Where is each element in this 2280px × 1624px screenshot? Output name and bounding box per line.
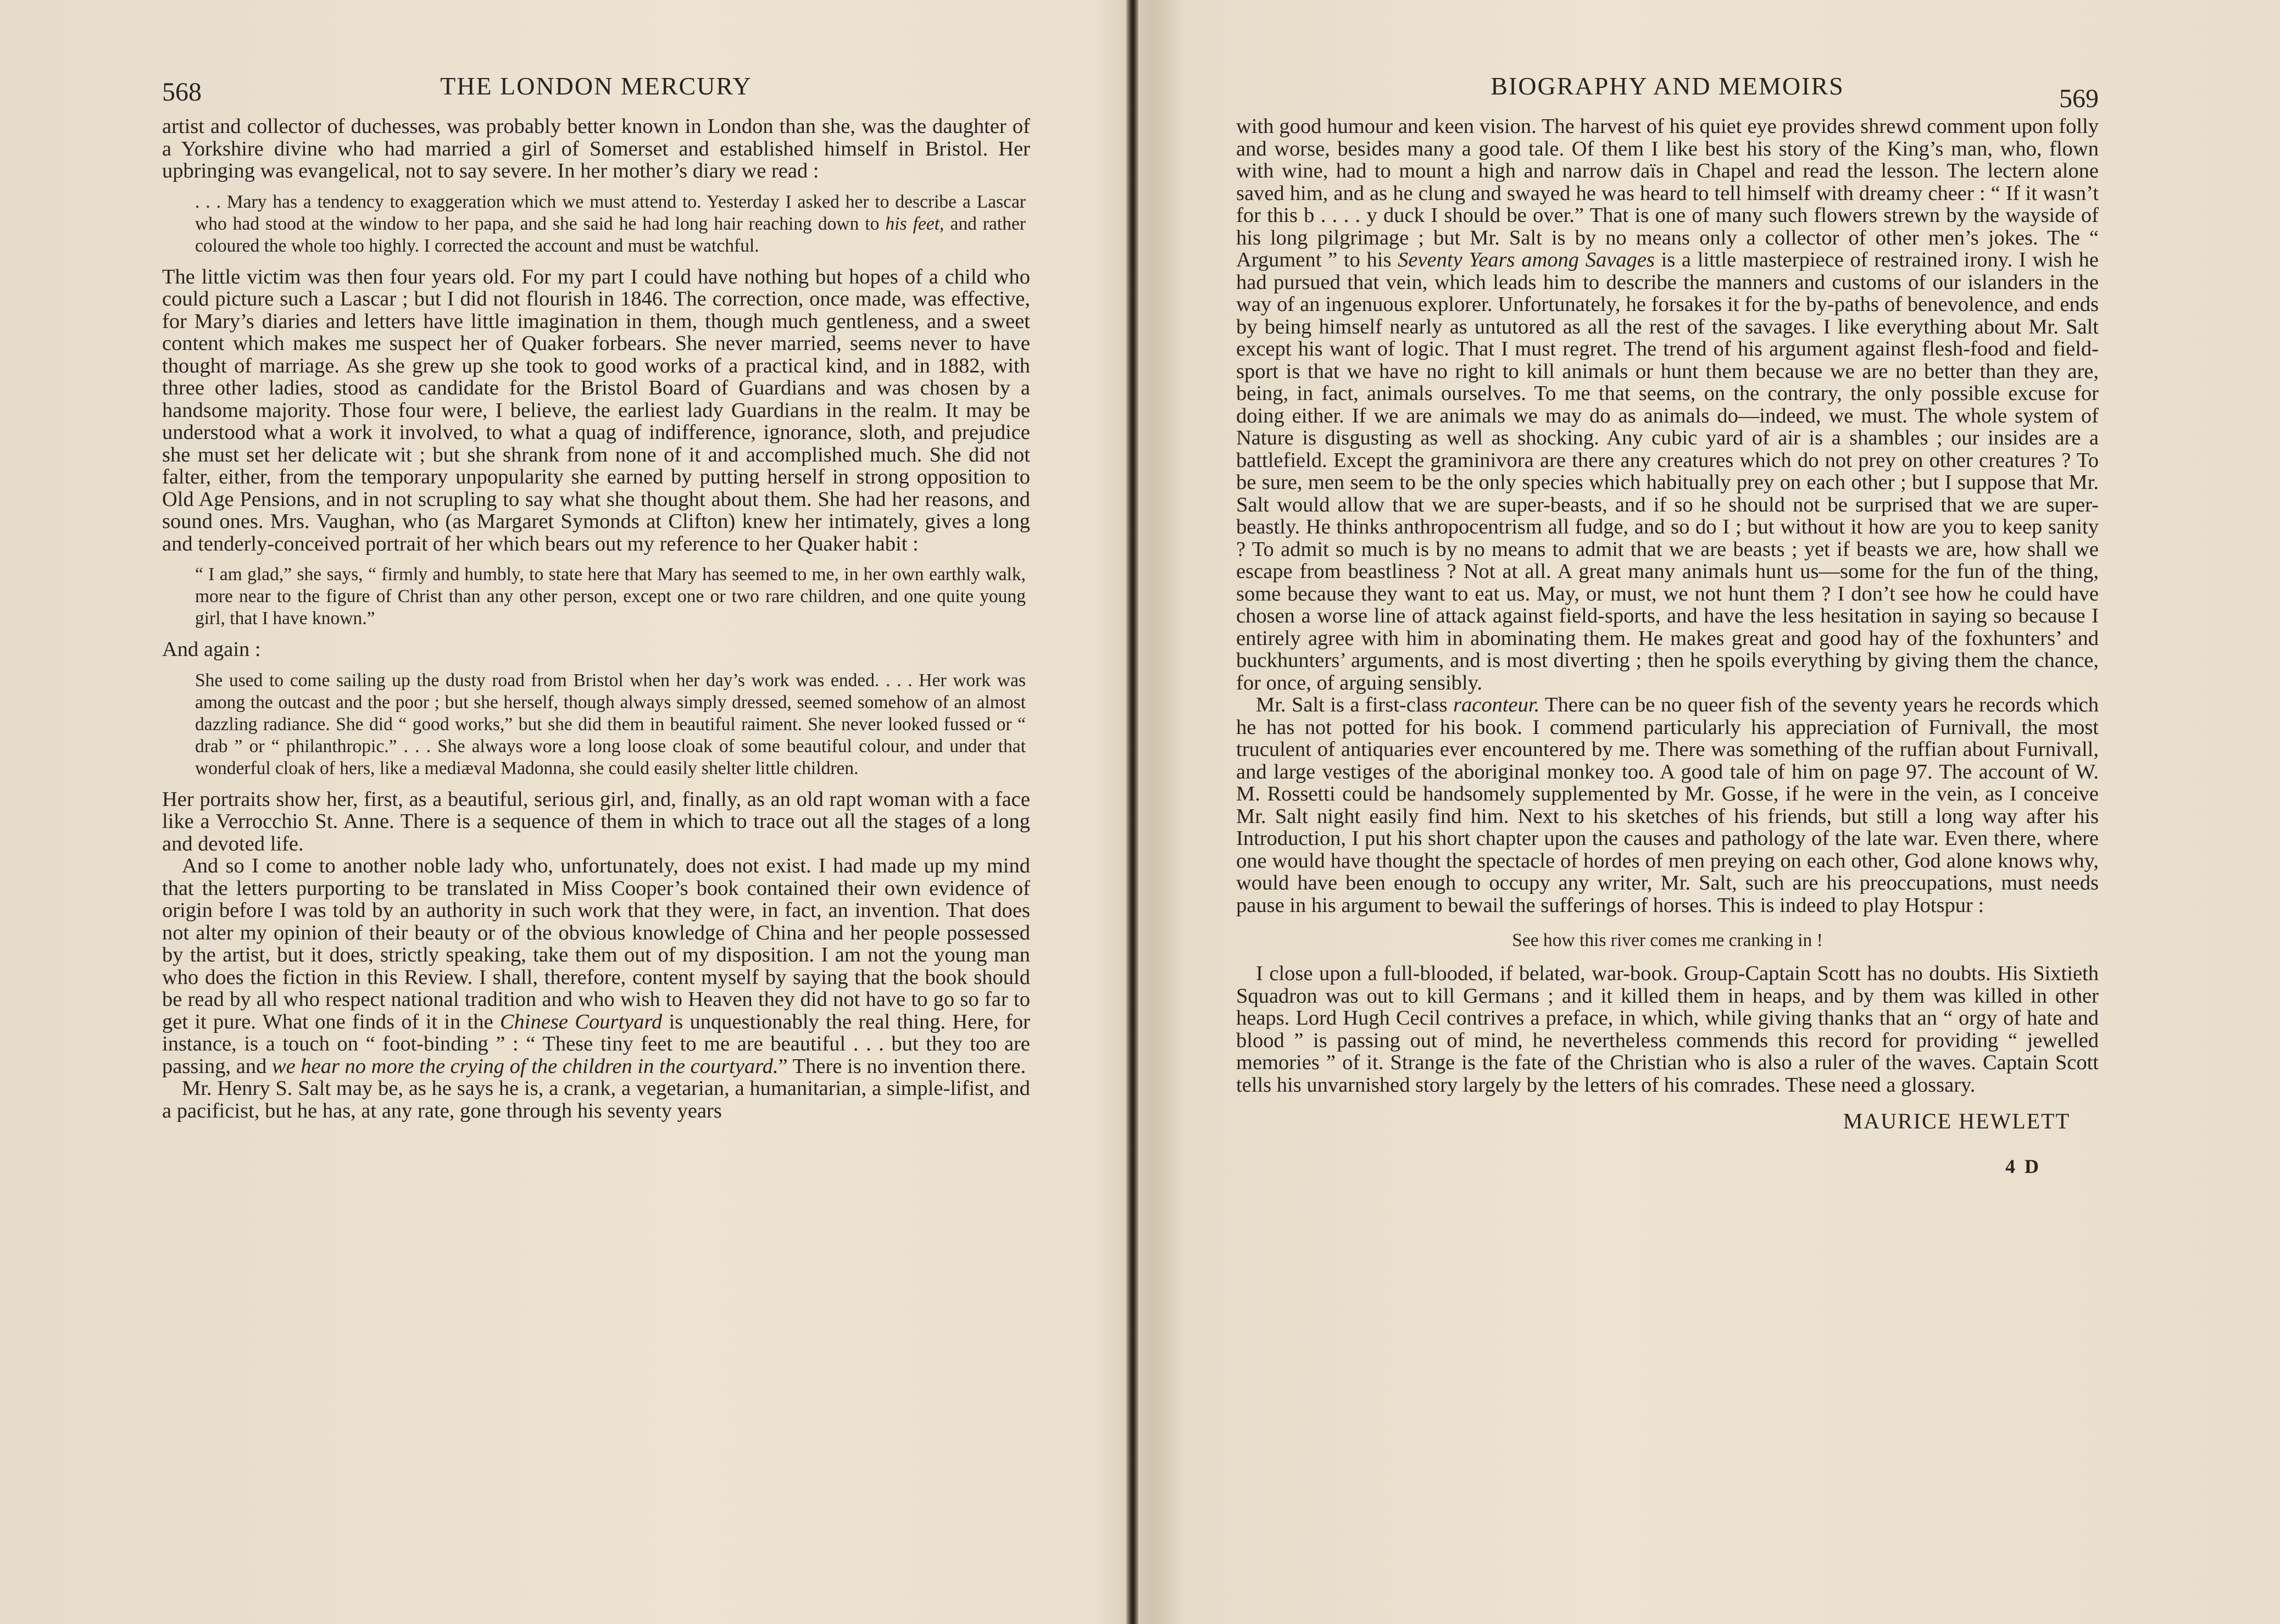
book-title-italic: Chinese Courtyard	[499, 1010, 663, 1033]
quote-italic: his feet,	[885, 213, 944, 234]
quote-italic: we hear no more the crying of the children in the courtyard.	[271, 1054, 778, 1078]
paragraph: The little victim was then four years old. For my part I could have nothing but hopes of a child who could picture such a Lascar ; but I did not flourish in 1846. The correction, once made, was effective, for Mary’s diaries and letters have little imagination in them, though much gentleness, and a sweet content which makes me suspect her of Quaker forbears. She never married, seems never to have thought of marriage. As she grew up she took to good works of a practical kind, and in 1882, with three other ladies, stood as candidate for the Bristol Board of Guardians and was chosen by a handsome majority. Those four were, I believe, the earliest lady Guardians in the realm. It may be understood what a work it involved, to what a quag of indifference, ignorance, sloth, and prejudice she must set her delicate wit ; but she shrank from none of it and accomplished much. She did not falter, either, from the temporary unpopularity she earned by putting herself in strong opposition to Old Age Pensions, and in not scrupling to say what she thought about them. She had her reasons, and sound ones. Mrs. Vaughan, who (as Margaret Symonds at Clifton) knew her intimately, gives a long and tenderly-conceived portrait of her which bears out my reference to her Quaker habit :	[162, 265, 1030, 555]
paragraph: Mr. Henry S. Salt may be, as he says he is, a crank, a vegetarian, a humanitarian, a simple-lifist, and a pacificist, but he has, at any rate, gone through his seventy years	[162, 1077, 1030, 1122]
italic-word: raconteur.	[1453, 693, 1540, 716]
block-quote	[162, 191, 1030, 257]
block-quote: She used to come sailing up the dusty road from Bristol when her day’s work was ended. . . . Her work was among the outcast and the poor ; but she herself, though always simply dressed, seemed somehow of an almost dazzling radiance. She did “ good works,” but she did them in beautiful raiment. She never looked fussed or “ drab ” or “ philanthropic.” . . . She always wore a long loose cloak of some beautiful colour, and under that wonderful cloak of hers, like a mediæval Madonna, she could easily shelter little children.	[195, 670, 1026, 778]
paragraph: And again :	[162, 638, 261, 661]
signature-mark: 4 D	[2005, 1155, 2041, 1177]
right-page	[1236, 66, 2099, 1178]
quote-text: and rather coloured the whole too highly. I corrected the account and must be watchful.	[195, 213, 1026, 256]
running-head: THE LONDON MERCURY	[440, 72, 752, 100]
quote-text: . . . Mary has a tendency to exaggeration which we must attend to. Yesterday I asked her to describe a Lascar who had stood at the window to her papa, and she said he had long hair reaching down to	[195, 191, 1026, 234]
verse-quote: See how this river comes me cranking in !	[1512, 930, 1823, 950]
paragraph-text: is unquestionably the real thing. Here, for instance, is a touch on “ foot-binding ” : “ These tiny feet to me are beautiful . . . but they too are passing, and	[162, 1010, 1030, 1078]
page-number: 568	[162, 77, 202, 107]
paragraph-text: with good humour and keen vision. The harvest of his quiet eye provides shrewd comment upon folly and worse, besides many a good tale. Of them I like best his story of the King’s man, who, flown with wine, had to mount a high and narrow daïs in Chapel and read the lesson. The lectern alone saved him, and as he clung and swayed he was heard to tell himself with dreamy cheer : “ If it wasn’t for this b . . . . y duck I should be over.” That is one of many such flowers strewn by the wayside of his long pilgrimage ; but Mr. Salt is by no means only a collector of other men’s jokes. The “ Argument ” to his	[1236, 115, 2099, 271]
paragraph-text: There can be no queer fish of the seventy years he records which he has not potted for his book. I commend particularly his appreciation of Furnivall, the most truculent of antiquaries ever encountered by me. There was something of the ruffian about Furnivall, and large vestiges of the aboriginal monkey too. A good tale of him on page 97. The account of W. M. Rossetti could be handsomely supplemented by Mr. Gosse, if he were in the vein, as I conceive Mr. Salt night easily find him. Next to his sketches of his friends, but still a long way after his Introduction, I put his short chapter upon the causes and pathology of the late war. Even there, where one would have thought the spectacle of hordes of men preying on each other, God alone knows why, would have been enough to occupy any writer, Mr. Salt, such are his preoccupations, must needs pause in his argument to bewail the sufferings of horses. This is indeed to play Hotspur :	[1236, 693, 2099, 917]
paragraph: artist and collector of duchesses, was probably better known in London than she, was the daughter of a Yorkshire divine who had married a girl of Somerset and established himself in Bristol. Her upbringing was evangelical, not to say severe. In her mother’s diary we read :	[162, 115, 1030, 182]
paragraph: Her portraits show her, first, as a beautiful, serious girl, and, finally, as an old rapt woman with a face like a Verrocchio St. Anne. There is a sequence of them in which to trace out all the stages of a long and devoted life.	[162, 787, 1030, 855]
book-title-italic: Seventy Years among Savages	[1398, 248, 1655, 271]
paragraph-text: Mr. Salt is a first-class	[1256, 693, 1448, 716]
running-head: BIOGRAPHY AND MEMOIRS	[1491, 72, 1844, 100]
paragraph-text: ” There is no invention there.	[778, 1054, 1026, 1078]
paragraph: I close upon a full-blooded, if belated, war-book. Group-Captain Scott has no doubts. His Sixtieth Squadron was out to kill Germans ; and it killed them in heaps, and by them was killed in other heaps. Lord Hugh Cecil contrives a preface, in which, while giving thanks that an “ orgy of hate and blood ” is passing out of mind, he nevertheless commends this record for providing “ jewelled memories ” of it. Strange is the fate of the Christian who is also a ruler of the waves. Captain Scott tells his unvarnished story largely by the letters of his comrades. These need a glossary.	[1236, 962, 2099, 1097]
page-number: 569	[2059, 84, 2099, 113]
left-page	[162, 66, 1030, 1122]
author-signature: MAURICE HEWLETT	[1843, 1109, 2070, 1133]
book-gutter	[1126, 0, 1138, 1624]
paragraph-text: And so I come to another noble lady who, unfortunately, does not exist. I had made up my mind that the letters purporting to be translated in Miss Cooper’s book contained their own evidence of origin before I was told by an authority in such work that they were, in fact, an invention. That does not alter my opinion of their beauty or of the obvious knowledge of China and her people possessed by the artist, but it does, strictly speaking, take them out of my disposition. I am not the young man who does the fiction in this Review. I shall, therefore, content myself by saying that the book should be read by all who respect national tradition and who wish to Heaven they did not have to go so far to get it pure. What one finds of it in the	[162, 854, 1030, 1033]
paragraph	[162, 855, 1030, 1077]
right-page-header	[1236, 66, 2099, 115]
left-page-header	[162, 66, 1030, 115]
paragraph	[1236, 694, 2099, 916]
paragraph	[1236, 115, 2099, 694]
block-quote: “ I am glad,” she says, “ firmly and humbly, to state here that Mary has seemed to me, in her own earthly walk, more near to the figure of Christ than any other person, except one or two rare children, and one quite young girl, that I have known.”	[195, 564, 1026, 629]
paragraph-text: is a little masterpiece of restrained irony. I wish he had pursued that vein, which leads him to describe the manners and customs of our islanders in the way of an ingenuous explorer. Unfortunately, he forsakes it for the by-paths of benevolence, and ends by being himself nearly as untutored as all the rest of the savages. I like everything about Mr. Salt except his want of logic. That I must regret. The trend of his argument against flesh-food and field-sport is that we have no right to kill animals or hunt them because we are no better than they are, being, in fact, animals ourselves. To me that seems, on the contrary, the only possible excuse for doing either. If we are animals we may do as animals do—indeed, we must. The whole system of Nature is disgusting as well as shocking. Any cubic yard of air is a shambles ; our insides are a battlefield. Except the graminivora are there any creatures which do not prey on other creatures ? To be sure, men seem to be the only species which habitually prey on each other ; but I suppose that Mr. Salt would allow that we are super-beasts, and if so he should not be surprised that we are super-beastly. He thinks anthropocentrism all fudge, and so do I ; but without it how are you to keep sanity ? To admit so much is by no means to admit that we are beasts ; yet if beasts we are, how shall we escape from beastliness ? Not at all. A great many animals hunt us—some for the fun of the thing, some because they want to eat us. May, or must, we not hunt them ? I don’t see how he could have chosen a worse line of attack against field-sports, and have the less hesitation in saying so because I entirely agree with him in abominating them. He makes great and good hay of the foxhunters’ and buckhunters’ arguments, and is most diverting ; then he spoils everything by giving them the chance, for once, of arguing sensibly.	[1236, 248, 2099, 694]
